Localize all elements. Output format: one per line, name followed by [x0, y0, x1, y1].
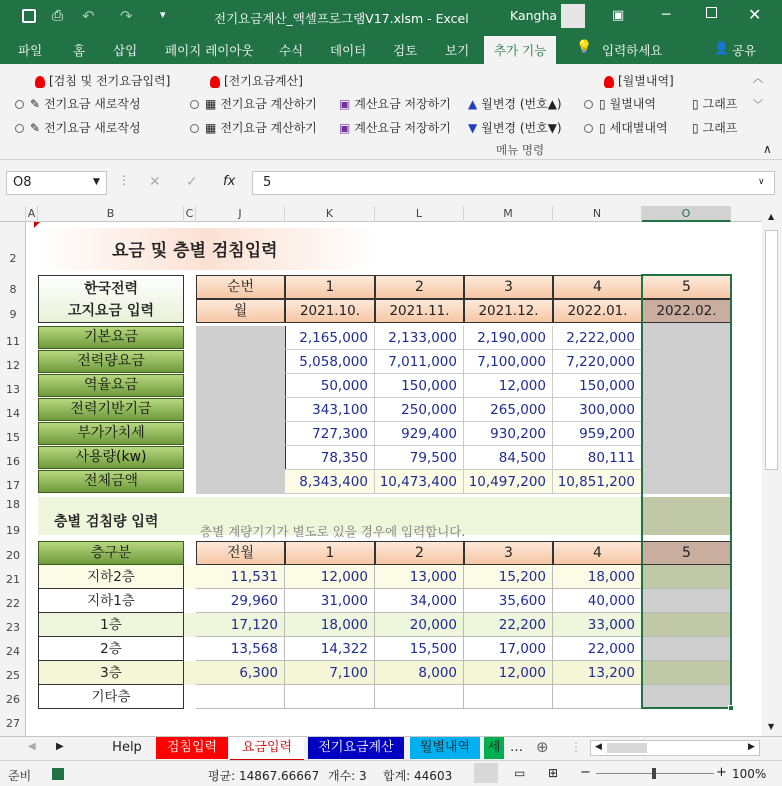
fee-value-cell[interactable]: 7,100,000 — [464, 350, 553, 374]
scroll-left-icon[interactable]: ◀ — [595, 742, 602, 752]
insert-function-icon[interactable]: fx — [223, 174, 236, 189]
person-icon: 👤 — [714, 41, 729, 55]
title-bar — [0, 0, 782, 34]
status-average: 평균: 14867.66667 — [208, 769, 320, 783]
ribbon-group-label: 메뉴 명령 — [496, 143, 545, 157]
document-icon: ▯ — [692, 121, 699, 135]
new-bill-button-1[interactable]: ✎ 전기요금 새로작성 — [15, 95, 141, 112]
floor-value-cell[interactable]: 29,960 — [196, 589, 285, 613]
undo-icon[interactable]: ↶ — [82, 7, 95, 25]
fee-value-cell[interactable]: 929,400 — [375, 422, 464, 446]
collapse-ribbon-icon[interactable]: ∧ — [763, 142, 772, 156]
select-all[interactable] — [0, 206, 26, 222]
fee-value-cell[interactable]: 150,000 — [375, 374, 464, 398]
row-header[interactable]: 20 — [6, 549, 20, 562]
sheet-tab-reading[interactable]: 검침입력 — [156, 737, 228, 759]
floor-value-cell[interactable]: 20,000 — [375, 613, 464, 637]
tab-file[interactable]: 파일 — [18, 43, 43, 58]
fee-label: 부가가치세 — [38, 422, 184, 445]
row-header[interactable]: 17 — [6, 479, 20, 492]
sheet-tab-calc[interactable]: 전기요금계산 — [308, 737, 404, 759]
user-name: Kangha — [510, 8, 558, 23]
radio-icon — [584, 124, 593, 133]
triangle-down-icon: ▼ — [468, 121, 478, 135]
fee-label: 역율요금 — [38, 374, 184, 397]
graph-button-1[interactable]: ▯ 그래프 — [692, 97, 738, 111]
formula-input[interactable] — [252, 171, 775, 195]
col-header-a[interactable]: A — [26, 206, 38, 222]
expand-icon[interactable]: ∨ — [758, 177, 765, 187]
row-header[interactable]: 11 — [6, 335, 20, 348]
fee-value-cell[interactable]: 7,220,000 — [553, 350, 642, 374]
month-cell[interactable]: 2021.12. — [464, 299, 553, 323]
tell-me-box[interactable]: 입력하세요 — [602, 43, 663, 58]
seq-label: 순번 — [196, 275, 285, 299]
floor-value-cell[interactable]: 40,000 — [553, 589, 642, 613]
floor-seq-cell[interactable]: 4 — [553, 541, 642, 565]
row-header[interactable]: 19 — [6, 524, 20, 537]
floor-seq-cell[interactable]: 3 — [464, 541, 553, 565]
radio-icon — [190, 100, 199, 109]
horizontal-scrollbar[interactable] — [590, 740, 760, 756]
floor-label: 지하1층 — [38, 589, 184, 613]
sheet-tab-fee-input[interactable]: 요금입력 — [230, 737, 304, 761]
floor-value-cell[interactable]: 13,200 — [553, 661, 642, 685]
floor-value-cell[interactable] — [285, 685, 375, 709]
col-header-c[interactable]: C — [184, 206, 196, 222]
scroll-up-icon[interactable]: ▲ — [768, 212, 775, 221]
month-label: 월 — [196, 299, 285, 323]
scroll-right-icon[interactable]: ▶ — [748, 742, 755, 752]
row-header[interactable]: 14 — [6, 407, 20, 420]
fee-value-cell[interactable]: 79,500 — [375, 446, 464, 470]
month-up-button[interactable]: ▲ 월변경 (번호▲) — [468, 97, 562, 111]
kepco-label-2: 고지요금 입력 — [67, 303, 155, 319]
row-header[interactable]: 13 — [6, 383, 20, 396]
ribbon-display-icon[interactable]: ▣ — [612, 8, 625, 23]
radio-icon — [15, 124, 24, 133]
tab-home[interactable]: 홈 — [73, 43, 86, 58]
fee-label: 전력기반기금 — [38, 398, 184, 421]
maximize-icon[interactable] — [706, 7, 717, 18]
month-down-button[interactable]: ▼ 월변경 (번호▼) — [468, 121, 562, 135]
floor-seq-cell[interactable]: 5 — [642, 541, 731, 565]
fee-label: 전력량요금 — [38, 350, 184, 373]
monthly-history-button[interactable]: ▯ 월별내역 — [584, 95, 656, 112]
floor-value-cell[interactable]: 34,000 — [375, 589, 464, 613]
document-icon: ▯ — [692, 97, 699, 111]
save-icon[interactable] — [22, 9, 36, 23]
row-header[interactable]: 23 — [6, 621, 20, 634]
print-preview-icon[interactable]: ⎙ — [52, 8, 64, 24]
floor-value-cell[interactable]: 18,000 — [553, 565, 642, 589]
graph-button-2[interactable]: ▯ 그래프 — [692, 121, 738, 135]
more-icon: ⋮ — [570, 740, 582, 754]
sheet-tabs — [0, 736, 782, 760]
fee-value-cell[interactable]: 10,497,200 — [464, 470, 553, 494]
tab-formulas[interactable]: 수식 — [279, 43, 304, 58]
household-history-button[interactable]: ▯ 세대별내역 — [584, 119, 668, 136]
group1-title: [검침 및 전기요금입력] — [35, 72, 170, 89]
floor-value-cell[interactable]: 15,500 — [375, 637, 464, 661]
fee-value-cell[interactable]: 80,111 — [553, 446, 642, 470]
scroll-down-icon[interactable]: ▼ — [768, 722, 775, 731]
formula-content: 5 — [263, 175, 272, 190]
tab-data[interactable]: 데이터 — [330, 43, 367, 58]
zoom-out-icon[interactable]: − — [580, 765, 591, 780]
row-header[interactable]: 9 — [9, 308, 17, 321]
more-sheets-icon[interactable]: … — [510, 740, 523, 755]
fee-value-cell[interactable]: 10,473,400 — [375, 470, 464, 494]
fee-value-cell[interactable]: 727,300 — [285, 422, 375, 446]
col-header-j[interactable]: J — [196, 206, 285, 222]
col-header-m[interactable]: M — [464, 206, 553, 222]
floor-value-cell[interactable]: 33,000 — [553, 613, 642, 637]
fee-value-cell[interactable]: 930,200 — [464, 422, 553, 446]
pencil-icon: ✎ — [30, 121, 41, 135]
pencil-icon: ✎ — [30, 97, 41, 111]
page-layout-icon[interactable]: ▭ — [514, 766, 526, 780]
fee-value-cell[interactable]: 150,000 — [553, 374, 642, 398]
row-header[interactable]: 24 — [6, 645, 20, 658]
selection-border — [641, 274, 732, 709]
triangle-up-icon: ▲ — [468, 97, 478, 111]
lightbulb-icon: 💡 — [576, 40, 593, 55]
row-header[interactable]: 2 — [9, 252, 17, 265]
fee-value-cell[interactable]: 250,000 — [375, 398, 464, 422]
floor-value-cell[interactable]: 17,120 — [196, 613, 285, 637]
col-header-k[interactable]: K — [285, 206, 375, 222]
blank-column — [196, 326, 285, 494]
seq-cell-selected[interactable]: 5 — [642, 275, 731, 299]
floor-value-cell[interactable] — [196, 685, 285, 709]
bulb-icon — [35, 76, 45, 88]
group3-title: [월별내역] — [604, 72, 674, 89]
save-bill-button-2[interactable]: ▣ 계산요금 저장하기 — [339, 121, 451, 135]
seq-cell[interactable]: 3 — [464, 275, 553, 299]
ribbon — [0, 64, 782, 160]
formula-bar — [0, 160, 782, 206]
tab-review[interactable]: 검토 — [393, 43, 418, 58]
document-icon: ▯ — [599, 121, 606, 135]
fee-value-cell[interactable]: 2,133,000 — [375, 326, 464, 350]
bulb-icon — [210, 76, 220, 88]
row-header[interactable]: 22 — [6, 597, 20, 610]
fee-value-cell[interactable]: 959,200 — [553, 422, 642, 446]
floppy-icon: ▣ — [339, 97, 351, 111]
seq-cell[interactable]: 4 — [553, 275, 642, 299]
row-header[interactable]: 26 — [6, 693, 20, 706]
avatar[interactable] — [561, 4, 585, 28]
floor-label: 2층 — [38, 637, 184, 661]
floppy-icon: ▣ — [339, 121, 351, 135]
status-ready: 준비 — [8, 769, 32, 783]
zoom-in-icon[interactable]: + — [716, 765, 727, 780]
floor-value-cell[interactable] — [375, 685, 464, 709]
radio-icon — [584, 100, 593, 109]
cancel-icon[interactable]: ✕ — [149, 174, 161, 190]
fee-label: 사용량(kw) — [38, 446, 184, 469]
sheet-title: 요금 및 층별 검침입력 — [112, 241, 278, 261]
sheet-tab-more[interactable]: 세 — [484, 737, 504, 759]
floor-label: 1층 — [38, 613, 184, 637]
close-icon[interactable]: ✕ — [748, 5, 762, 24]
floor-value-cell[interactable]: 12,000 — [464, 661, 553, 685]
row-header[interactable]: 16 — [6, 455, 20, 468]
add-sheet-icon[interactable]: ⊕ — [536, 738, 549, 756]
month-cell[interactable]: 2022.02. — [642, 299, 731, 323]
fee-label: 기본요금 — [38, 326, 184, 349]
vertical-scrollbar[interactable] — [762, 206, 782, 736]
sheet-tab-help[interactable]: Help — [112, 740, 142, 755]
row-headers — [0, 222, 26, 736]
col-header-n[interactable]: N — [553, 206, 642, 222]
month-cell[interactable]: 2021.10. — [285, 299, 375, 323]
row-header[interactable]: 21 — [6, 573, 20, 586]
col-header-b[interactable]: B — [38, 206, 184, 222]
radio-icon — [15, 100, 24, 109]
fee-value-cell[interactable]: 300,000 — [553, 398, 642, 422]
chevron-down-icon[interactable]: ﹀ — [753, 100, 763, 111]
page-break-icon[interactable]: ⊞ — [548, 766, 559, 780]
next-sheet-icon[interactable]: ▶ — [56, 741, 64, 752]
chevron-up-icon[interactable]: ︿ — [753, 74, 763, 85]
row-header[interactable]: 15 — [6, 431, 20, 444]
floor-value-cell[interactable]: 22,000 — [553, 637, 642, 661]
fee-value-cell[interactable]: 5,058,000 — [285, 350, 375, 374]
fee-value-cell[interactable]: 84,500 — [464, 446, 553, 470]
row-header[interactable]: 27 — [6, 717, 20, 730]
name-box[interactable] — [6, 171, 107, 195]
customize-qat-icon[interactable]: ▾ — [160, 8, 166, 21]
column-headers — [0, 206, 762, 222]
col-header-l[interactable]: L — [375, 206, 464, 222]
status-sum: 합계: 44603 — [383, 769, 453, 783]
dropdown-icon: ▼ — [93, 177, 100, 187]
zoom-slider-thumb[interactable] — [652, 768, 656, 779]
kepco-label-1: 한국전력 — [83, 281, 139, 297]
fee-value-cell[interactable]: 12,000 — [464, 374, 553, 398]
floor-value-cell[interactable] — [553, 685, 642, 709]
floor-value-cell[interactable]: 22,200 — [464, 613, 553, 637]
redo-icon[interactable]: ↷ — [120, 7, 133, 25]
calculator-icon: ▦ — [205, 121, 217, 135]
floor-value-cell[interactable]: 17,000 — [464, 637, 553, 661]
floor-value-cell[interactable]: 14,322 — [285, 637, 375, 661]
fee-value-cell[interactable]: 7,011,000 — [375, 350, 464, 374]
month-cell[interactable]: 2021.11. — [375, 299, 464, 323]
floor-seq-cell[interactable]: 1 — [285, 541, 375, 565]
fee-value-cell[interactable]: 2,190,000 — [464, 326, 553, 350]
floor-section-title: 층별 검침량 입력 — [54, 514, 159, 530]
floor-seq-cell[interactable]: 2 — [375, 541, 464, 565]
bulb-icon — [604, 76, 614, 88]
row-header[interactable]: 8 — [9, 283, 17, 296]
fill-handle[interactable] — [728, 705, 734, 711]
seq-cell[interactable]: 1 — [285, 275, 375, 299]
enter-icon[interactable]: ✓ — [186, 174, 198, 190]
status-count: 개수: 3 — [328, 769, 367, 783]
fee-value-cell[interactable]: 2,222,000 — [553, 326, 642, 350]
floor-section-note: 층별 계량기기가 별도로 있을 경우에 입력합니다. — [200, 524, 466, 539]
floor-value-cell[interactable]: 18,000 — [285, 613, 375, 637]
floor-value-cell[interactable]: 11,531 — [196, 565, 285, 589]
formula-buttons — [139, 171, 252, 195]
zoom-level: 100% — [732, 767, 767, 781]
fee-value-cell[interactable]: 78,350 — [285, 446, 375, 470]
prev-sheet-icon[interactable]: ◀ — [28, 741, 36, 752]
sheet-tab-monthly[interactable]: 월별내역 — [410, 737, 480, 759]
tab-insert[interactable]: 삽입 — [113, 43, 138, 58]
minimize-icon[interactable]: ─ — [662, 7, 671, 23]
col-header-o[interactable]: O — [642, 206, 731, 222]
save-bill-button-1[interactable]: ▣ 계산요금 저장하기 — [339, 97, 451, 111]
floor-value-cell[interactable]: 31,000 — [285, 589, 375, 613]
fee-value-cell[interactable]: 2,165,000 — [285, 326, 375, 350]
name-box-value: O8 — [13, 175, 32, 190]
status-bar — [0, 760, 782, 786]
floor-value-cell[interactable]: 7,100 — [285, 661, 375, 685]
floor-value-cell[interactable]: 12,000 — [285, 565, 375, 589]
tab-add-ins[interactable]: 추가 기능 — [484, 36, 556, 64]
floor-value-cell[interactable]: 35,600 — [464, 589, 553, 613]
calculator-icon: ▦ — [205, 97, 217, 111]
fee-label: 전체금액 — [38, 470, 184, 493]
floor-label: 3층 — [38, 661, 184, 685]
fee-value-cell[interactable]: 10,851,200 — [553, 470, 642, 494]
floor-value-cell[interactable] — [464, 685, 553, 709]
seq-cell[interactable]: 2 — [375, 275, 464, 299]
macro-record-icon[interactable] — [52, 768, 64, 780]
floor-value-cell[interactable]: 13,568 — [196, 637, 285, 661]
fee-value-cell[interactable]: 265,000 — [464, 398, 553, 422]
floor-value-cell[interactable]: 8,000 — [375, 661, 464, 685]
document-icon: ▯ — [599, 97, 606, 111]
tab-view[interactable]: 보기 — [445, 43, 470, 58]
floor-label: 기타층 — [38, 685, 184, 709]
fee-value-cell[interactable]: 343,100 — [285, 398, 375, 422]
floor-value-cell[interactable]: 13,000 — [375, 565, 464, 589]
calc-bill-button-1[interactable]: ▦ 전기요금 계산하기 — [190, 95, 317, 112]
row-header[interactable]: 12 — [6, 359, 20, 372]
new-bill-button-2[interactable]: ✎ 전기요금 새로작성 — [15, 119, 141, 136]
prev-label: 전월 — [196, 541, 285, 565]
group2-title: [전기요금계산] — [210, 72, 303, 89]
share-button[interactable]: 공유 — [732, 43, 757, 58]
ribbon-tabs — [0, 34, 782, 64]
fee-value-cell[interactable]: 8,343,400 — [285, 470, 375, 494]
floor-value-cell[interactable]: 6,300 — [196, 661, 285, 685]
floor-value-cell[interactable]: 15,200 — [464, 565, 553, 589]
month-cell[interactable]: 2022.01. — [553, 299, 642, 323]
radio-icon — [190, 124, 199, 133]
row-header[interactable]: 18 — [6, 498, 20, 511]
floor-header: 층구분 — [38, 541, 184, 565]
more-icon: ⋮ — [118, 173, 130, 187]
calc-bill-button-2[interactable]: ▦ 전기요금 계산하기 — [190, 119, 317, 136]
tab-page-layout[interactable]: 페이지 레이아웃 — [165, 43, 254, 58]
window-title: 전기요금계산_액셀프로그램V17.xlsm - Excel — [214, 11, 469, 26]
normal-view-icon[interactable] — [474, 763, 498, 783]
horizontal-scroll-thumb[interactable] — [607, 743, 647, 753]
floor-label: 지하2층 — [38, 565, 184, 589]
row-header[interactable]: 25 — [6, 669, 20, 682]
vertical-scroll-thumb[interactable] — [765, 230, 778, 470]
fee-value-cell[interactable]: 50,000 — [285, 374, 375, 398]
